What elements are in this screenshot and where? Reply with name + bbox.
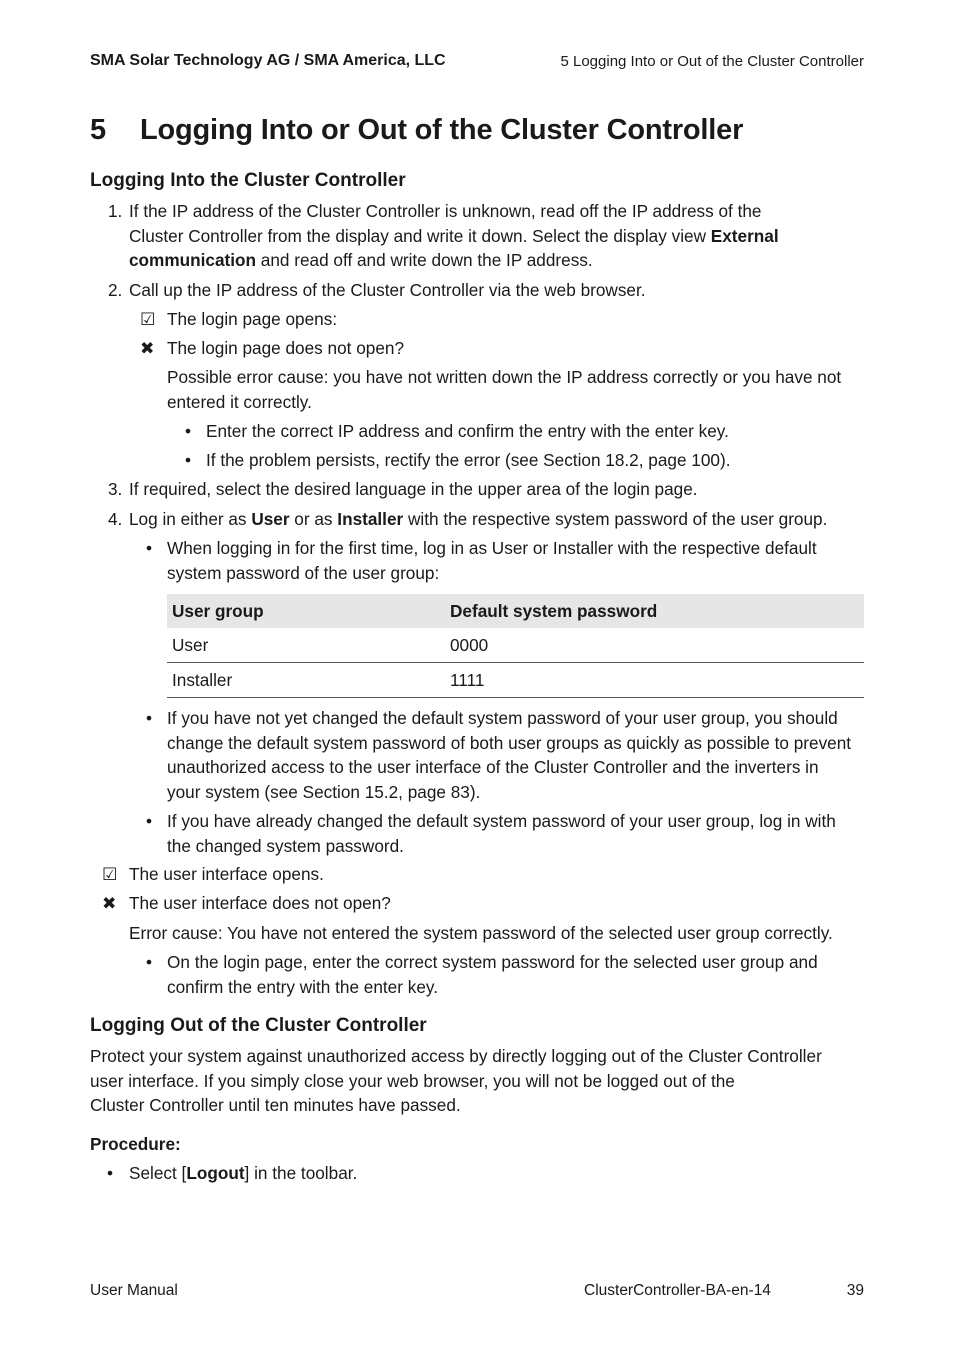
password-fix-line: confirm the entry with the enter key.	[167, 976, 438, 997]
step-1-line-1: If the IP address of the Cluster Controller is unknown, read off the IP address of the	[129, 201, 762, 221]
bullet-icon: •	[146, 811, 153, 831]
procedure-label: Procedure:	[90, 1134, 181, 1154]
page-number: 39	[846, 1282, 864, 1299]
password-error-cause: Error cause: You have not entered the system password of the selected user group correctly.	[129, 923, 833, 943]
step-4-post: with the respective system password of the user group.	[403, 509, 828, 529]
changed-password-line: If you have already changed the default system password of your user group, log in with	[167, 811, 836, 831]
user-group-installer: Installer	[337, 509, 404, 529]
first-login-line-1: When logging in for the first time, log in as User or Installer with the respective default	[167, 538, 817, 558]
step-number: 4.	[108, 509, 123, 529]
checkbox-checked-icon: ☑	[140, 309, 156, 329]
cross-icon: ✖	[140, 338, 155, 358]
table-row	[167, 628, 864, 663]
bullet-icon: •	[146, 708, 153, 728]
logout-step	[129, 1161, 357, 1186]
bullet-icon: •	[146, 538, 153, 558]
step-1-line-2-text: Cluster Controller from the display and write it down. Select the display view	[129, 225, 711, 246]
running-header-chapter: 5 Logging Into or Out of the Cluster Controller	[560, 53, 864, 70]
error-cause-paragraph	[167, 365, 867, 414]
chapter-title-text: Logging Into or Out of the Cluster Controller	[140, 114, 744, 146]
table-cell: 0000	[445, 628, 864, 663]
change-password-line: your system (see Section 15.2, page 83).	[167, 782, 481, 803]
display-view-name-part-2: communication	[129, 250, 257, 271]
step-4-text	[129, 507, 827, 532]
footer-manual-label: User Manual	[90, 1282, 178, 1299]
result-ok-text: The login page opens:	[167, 309, 338, 329]
step-1-text	[129, 199, 869, 273]
section-heading-login: Logging Into the Cluster Controller	[90, 170, 406, 191]
display-view-name-part-1: External	[710, 225, 779, 246]
table-header-row	[167, 594, 864, 628]
password-fix-bullet	[167, 950, 867, 999]
first-login-bullet	[167, 536, 867, 585]
step-number: 3.	[108, 479, 123, 499]
bullet-icon: •	[107, 1163, 114, 1183]
logout-paragraph-line: Cluster Controller until ten minutes have passed.	[90, 1095, 461, 1116]
logout-paragraph-line: user interface. If you simply close your web browser, you will not be logged out of the	[90, 1070, 735, 1091]
result-error-text: The login page does not open?	[167, 338, 404, 358]
step-number: 1.	[108, 201, 123, 221]
bullet-icon: •	[146, 952, 153, 972]
step-3-text: If required, select the desired language in the upper area of the login page.	[129, 479, 698, 499]
table-row	[167, 663, 864, 698]
table-cell: 1111	[445, 663, 864, 698]
chapter-number: 5	[90, 114, 106, 146]
password-fix-line: On the login page, enter the correct system password for the selected user group and	[167, 952, 818, 972]
checkbox-checked-icon: ☑	[102, 864, 118, 884]
bullet-icon: •	[185, 421, 192, 441]
change-password-bullet	[167, 706, 872, 805]
cross-icon: ✖	[102, 893, 117, 913]
chapter-title	[90, 114, 743, 147]
step-number: 2.	[108, 280, 123, 300]
changed-password-line: the changed system password.	[167, 835, 404, 856]
table-cell: Installer	[167, 663, 445, 698]
table-cell: User	[167, 628, 445, 663]
logout-step-pre: Select [	[129, 1163, 187, 1183]
section-heading-logout: Logging Out of the Cluster Controller	[90, 1015, 427, 1036]
change-password-line: change the default system password of both user groups as quickly as possible to prevent	[167, 732, 852, 753]
step-1-line-3	[129, 248, 869, 273]
step-4-mid: or as	[289, 509, 338, 529]
step-4-pre: Log in either as	[129, 509, 252, 529]
step-1-line-3-text: and read off and write down the IP address.	[256, 250, 593, 271]
fix-bullet-1: Enter the correct IP address and confirm the entry with the enter key.	[206, 421, 729, 441]
footer-document-id: ClusterController-BA-en-14	[584, 1282, 771, 1299]
step-2-text: Call up the IP address of the Cluster Controller via the web browser.	[129, 280, 646, 300]
fix-bullet-2: If the problem persists, rectify the error (see Section 18.2, page 100).	[206, 450, 731, 470]
step-1-line-2	[129, 224, 869, 249]
change-password-line: unauthorized access to the user interface of the Cluster Controller and the inverters in	[167, 757, 819, 778]
error-cause-line-2: entered it correctly.	[167, 391, 312, 412]
changed-password-bullet	[167, 809, 872, 858]
default-password-table	[167, 594, 864, 698]
running-header-company: SMA Solar Technology AG / SMA America, LLC	[90, 52, 446, 69]
user-group-user: User	[251, 509, 290, 529]
user-interface-opens: The user interface opens.	[129, 864, 324, 884]
error-cause-line-1: Possible error cause: you have not written down the IP address correctly or you have not	[167, 367, 842, 387]
logout-paragraph	[90, 1044, 870, 1118]
logout-paragraph-line: Protect your system against unauthorized access by directly logging out of the Cluster Controller	[90, 1046, 822, 1066]
table-header-cell: Default system password	[445, 594, 864, 628]
user-interface-not-open: The user interface does not open?	[129, 893, 391, 913]
logout-button-label: Logout	[186, 1163, 245, 1183]
first-login-line-2: system password of the user group:	[167, 562, 440, 583]
change-password-line: If you have not yet changed the default system password of your user group, you should	[167, 708, 838, 728]
table-header-cell: User group	[167, 594, 445, 628]
logout-step-post: ] in the toolbar.	[244, 1163, 358, 1183]
bullet-icon: •	[185, 450, 192, 470]
